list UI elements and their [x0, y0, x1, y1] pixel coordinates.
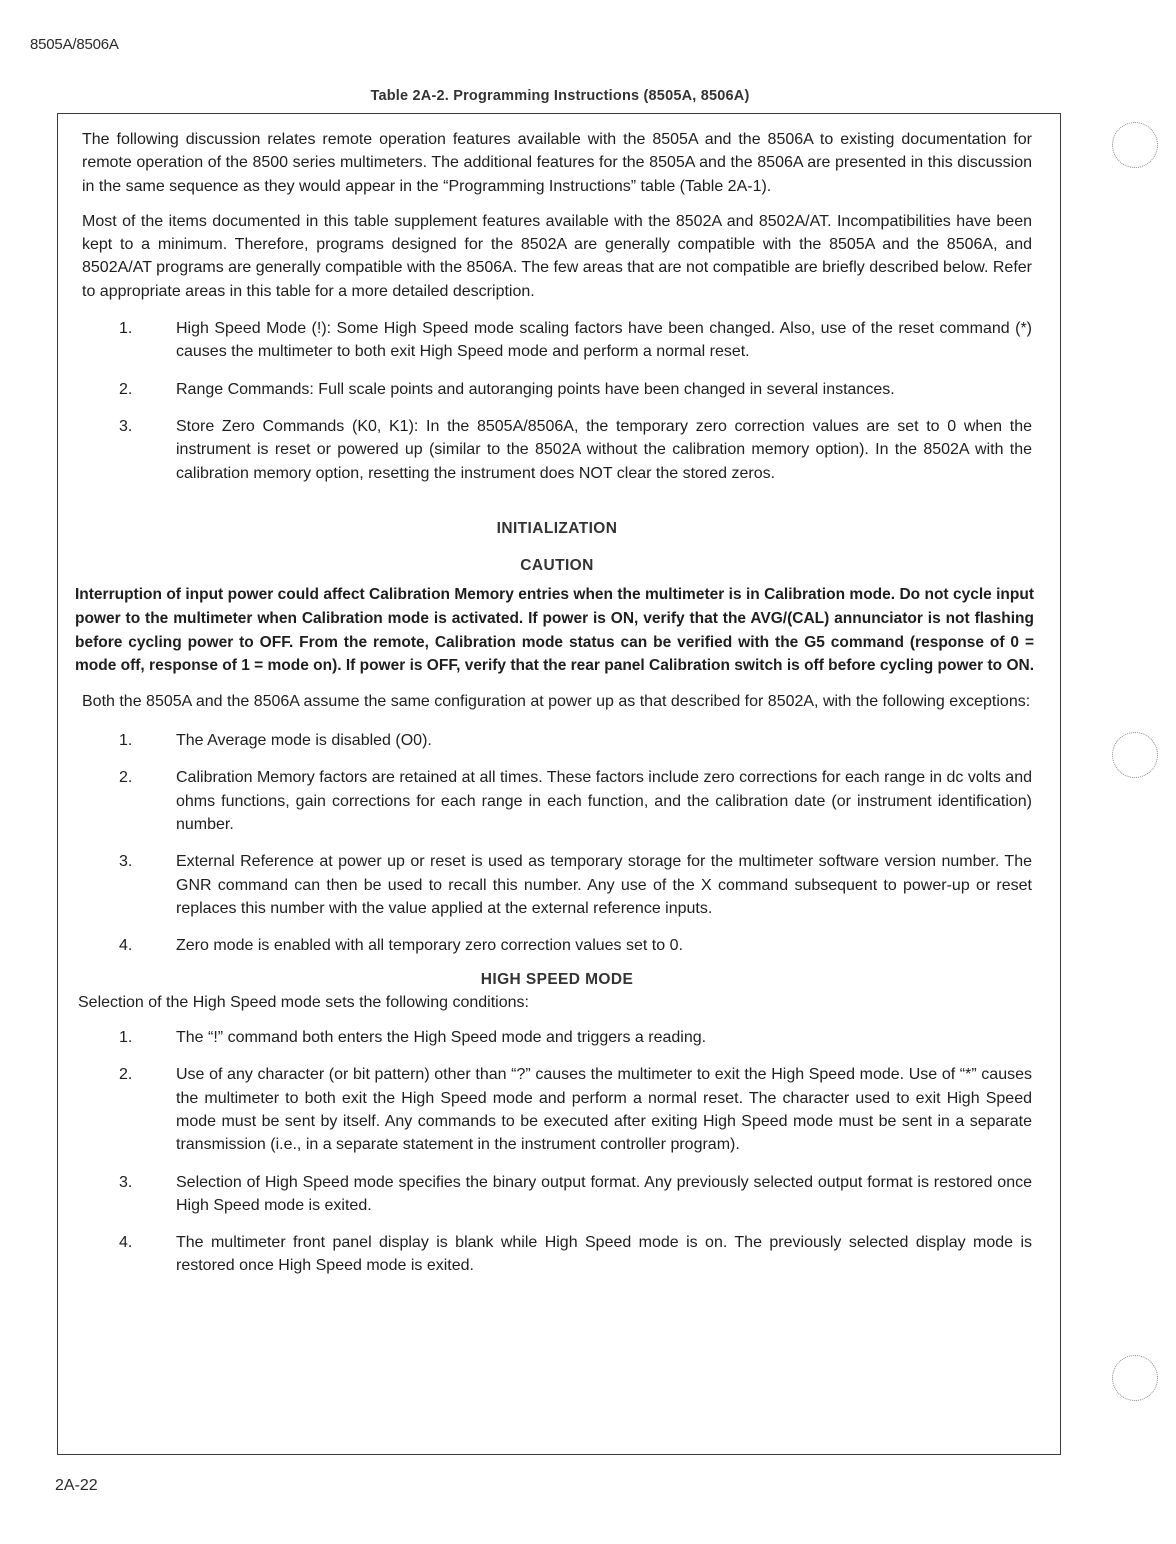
table-content: [75, 128, 1035, 1292]
list-item-text: High Speed Mode (!): Some High Speed mode scaling factors have been changed. Also, use of the reset command (*) causes the multimeter to both exit High Speed mode and perform a normal reset.: [176, 320, 1032, 361]
incompatibility-list: [82, 317, 1032, 485]
list-item-number: 2.: [119, 380, 133, 398]
binder-hole-icon: [1112, 732, 1158, 778]
high-speed-conditions-list: [82, 1026, 1032, 1278]
section-heading-initialization: INITIALIZATION: [496, 519, 618, 537]
list-item-number: 3.: [119, 853, 133, 871]
list-item: [82, 378, 1032, 401]
list-item-number: 1.: [119, 320, 133, 338]
list-item: [82, 1063, 1032, 1156]
table-title: Table 2A-2. Programming Instructions (8505A, 8506A): [370, 88, 750, 104]
list-item: [82, 766, 1032, 836]
page-number: 2A-22: [55, 1477, 98, 1494]
list-item-text: The “!” command both enters the High Speed mode and triggers a reading.: [176, 1029, 707, 1047]
list-item: [82, 934, 1032, 957]
list-item-text: The Average mode is disabled (O0).: [176, 732, 432, 750]
binder-hole-icon: [1112, 1355, 1158, 1401]
caution-text: Interruption of input power could affect Calibration Memory entries when the multimeter is in Calibration mode. Do not cycle input power to the multimeter when Calibration mode is activated. If power is ON, verify that the AVG/(CAL) annunciator is not flashing before cycling power to OFF. From the remote, Calibration mode status can be verified with the G5 command (response of 0 = mode off, response of 1 = mode on). If power is OFF, verify that the rear panel Calibration switch is off before cycling power to ON.: [75, 586, 1035, 675]
list-item-number: 2.: [119, 769, 133, 787]
list-item-number: 4.: [119, 937, 133, 955]
list-item-text: Zero mode is enabled with all temporary zero correction values set to 0.: [176, 937, 683, 955]
initialization-intro: Both the 8505A and the 8506A assume the same configuration at power up as that described for 8502A, with the following exceptions:: [82, 692, 1031, 710]
list-item: [82, 1171, 1032, 1218]
list-item-number: 1.: [119, 732, 133, 750]
binder-hole-icon: [1112, 122, 1158, 168]
list-item-text: Calibration Memory factors are retained at all times. These factors include zero corrections for each range in dc volts and ohms functions, gain corrections for each range in each function, and the calibration date (or instrument identification) number.: [176, 769, 1032, 834]
intro-paragraph: Most of the items documented in this table supplement features available with the 8502A and 8502A/AT. Incompatibilities have been kept to a minimum. Therefore, programs designed for the 8502A are generally compatible with the 8505A and the 8506A, and 8502A/AT programs are generally compatible with the 8506A. The few areas that are not compatible are briefly described below. Refer to appropriate areas in this table for a more detailed description.: [82, 212, 1032, 300]
list-item: [82, 729, 1032, 752]
list-item: [82, 317, 1032, 364]
list-item: [82, 415, 1032, 485]
list-item-number: 2.: [119, 1066, 133, 1084]
intro-paragraph: The following discussion relates remote operation features available with the 8505A and the 8506A to existing documentation for remote operation of the 8500 series multimeters. The additional features for the 8505A and the 8506A are presented in this discussion in the same sequence as they would appear in the “Programming Instructions” table (Table 2A-1).: [82, 131, 1032, 195]
list-item-text: Store Zero Commands (K0, K1): In the 8505A/8506A, the temporary zero correction values are set to 0 when the instrument is reset or powered up (similar to the 8502A without the calibration memory option). In the 8502A with the calibration memory option, resetting the instrument does NOT clear the stored zeros.: [176, 417, 1032, 482]
initialization-exceptions-list: [82, 729, 1032, 957]
list-item: [82, 1231, 1032, 1278]
list-item-number: 3.: [119, 1173, 133, 1191]
high-speed-intro: Selection of the High Speed mode sets the following conditions:: [78, 993, 529, 1011]
section-heading-high-speed-mode: HIGH SPEED MODE: [480, 970, 634, 988]
list-item-text: The multimeter front panel display is blank while High Speed mode is on. The previously selected display mode is restored once High Speed mode is exited.: [176, 1234, 1032, 1275]
list-item-number: 3.: [119, 417, 133, 435]
list-item-text: Range Commands: Full scale points and autoranging points have been changed in several instances.: [176, 380, 895, 398]
list-item-text: Selection of High Speed mode specifies the binary output format. Any previously selected output format is restored once High Speed mode is exited.: [176, 1173, 1032, 1214]
list-item: [82, 850, 1032, 920]
list-item-text: Use of any character (or bit pattern) other than “?” causes the multimeter to exit the High Speed mode. Use of “*” causes the multimeter to both exit the High Speed mode and perform a normal reset. The character used to exit High Speed mode must be sent by itself. Any commands to be executed after exiting High Speed mode must be sent in a separate transmission (i.e., in a separate statement in the instrument controller program).: [176, 1066, 1032, 1154]
list-item: [82, 1026, 1032, 1049]
list-item-number: 1.: [119, 1029, 133, 1047]
list-item-text: External Reference at power up or reset is used as temporary storage for the multimeter software version number. The GNR command can then be used to recall this number. Any use of the X command subsequent to power-up or reset replaces this number with the value applied at the external reference inputs.: [176, 853, 1032, 917]
caution-heading: CAUTION: [520, 557, 594, 575]
list-item-number: 4.: [119, 1234, 133, 1252]
document-model-id: 8505A/8506A: [30, 36, 119, 53]
